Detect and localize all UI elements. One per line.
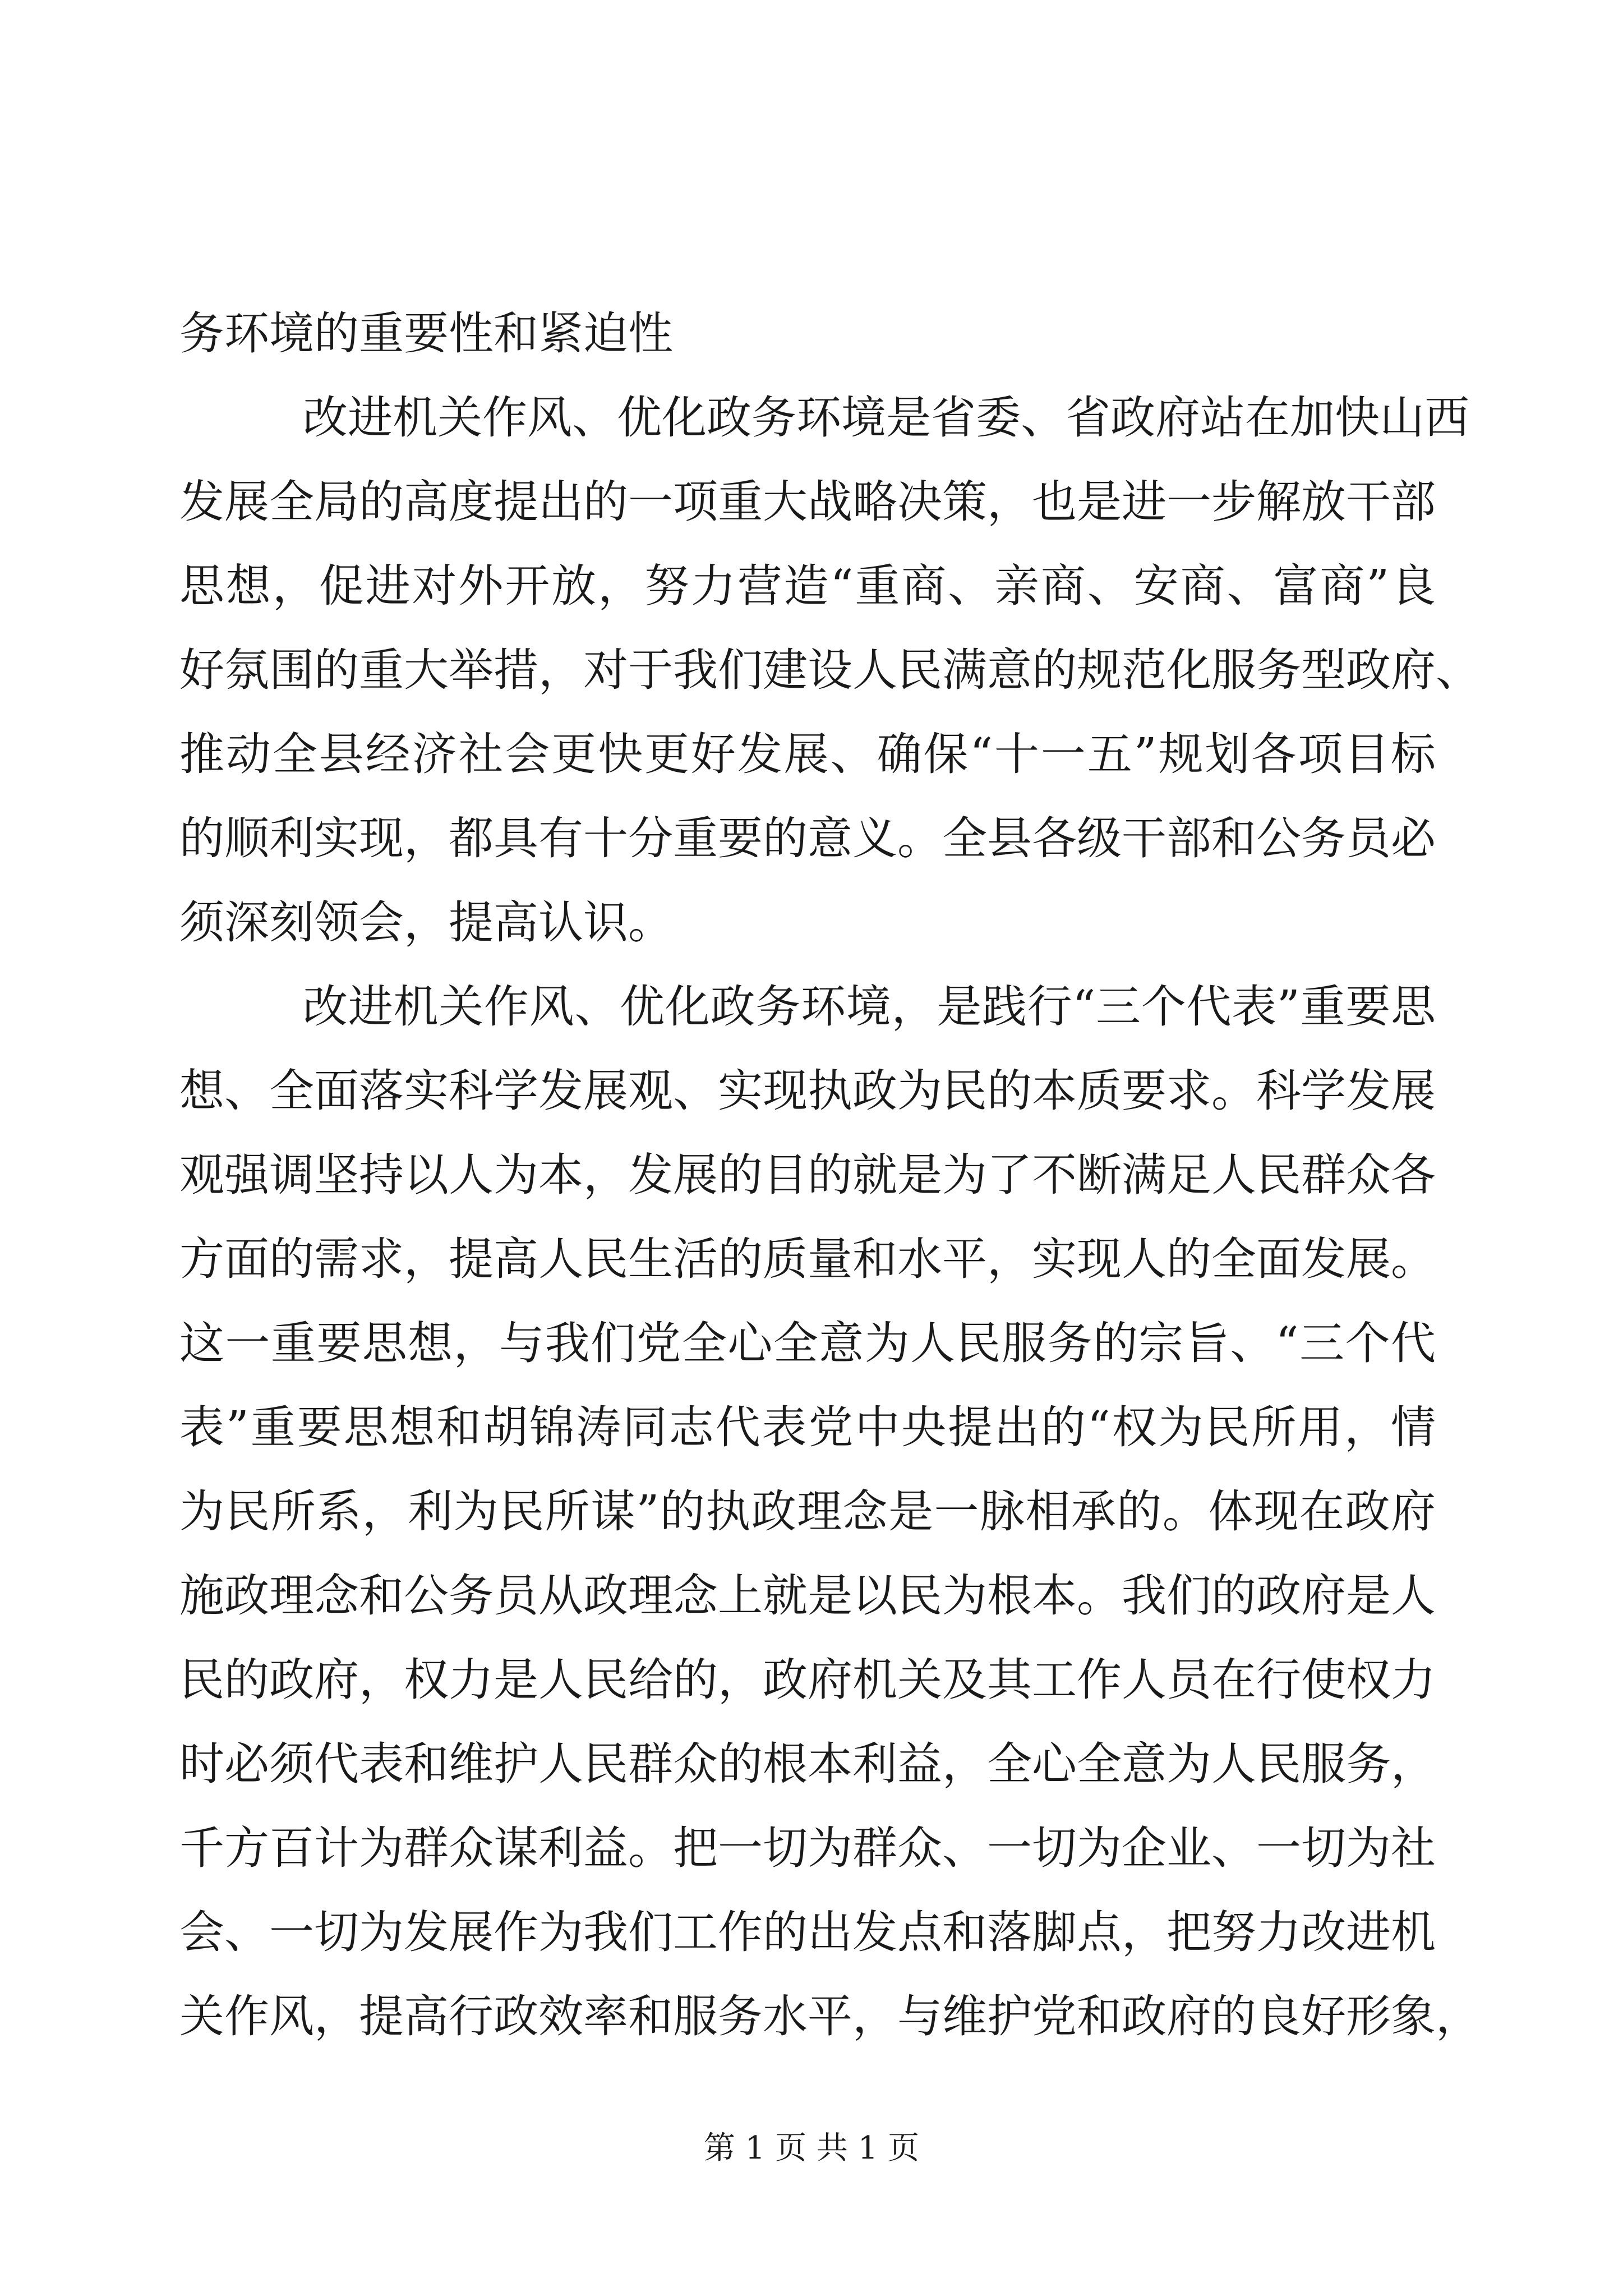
text-line-6: 推动全县经济社会更快更好发展、确保“十一五”规划各项目标 xyxy=(179,728,1436,780)
text-line-21: 关作风，提高行政效率和服务水平，与维护党和政府的良好形象， xyxy=(179,1990,1481,2042)
text-line-9: 改进机关作风、优化政务环境，是践行“三个代表”重要思 xyxy=(303,981,1436,1033)
text-line-4: 思想，促进对外开放，努力营造“重商、亲商、安商、富商”良 xyxy=(179,560,1436,612)
text-line-15: 为民所系，利为民所谋”的执政理念是一脉相承的。体现在政府 xyxy=(179,1485,1436,1538)
text-line-7: 的顺利实现，都具有十分重要的意义。全县各级干部和公务员必 xyxy=(179,812,1436,864)
page-number-footer: 第 1 页 共 1 页 xyxy=(703,2130,920,2166)
text-line-3: 发展全局的高度提出的一项重大战略决策，也是进一步解放干部 xyxy=(179,476,1436,528)
text-line-17: 民的政府，权力是人民给的，政府机关及其工作人员在行使权力 xyxy=(179,1654,1436,1706)
text-line-5: 好氛围的重大举措，对于我们建设人民满意的规范化服务型政府、 xyxy=(179,644,1481,696)
text-line-10: 想、全面落实科学发展观、实现执政为民的本质要求。科学发展 xyxy=(179,1065,1436,1117)
text-line-19: 千方百计为群众谋利益。把一切为群众、一切为企业、一切为社 xyxy=(179,1822,1436,1874)
text-line-12: 方面的需求，提高人民生活的质量和水平，实现人的全面发展。 xyxy=(179,1233,1436,1285)
text-line-13: 这一重要思想，与我们党全心全意为人民服务的宗旨、“三个代 xyxy=(179,1317,1436,1369)
text-line-14: 表”重要思想和胡锦涛同志代表党中央提出的“权为民所用，情 xyxy=(179,1401,1436,1453)
text-line-2: 改进机关作风、优化政务环境是省委、省政府站在加快山西 xyxy=(303,392,1469,444)
text-line-1: 务环境的重要性和紧迫性 xyxy=(179,307,673,360)
text-line-16: 施政理念和公务员从政理念上就是以民为根本。我们的政府是人 xyxy=(179,1570,1436,1622)
text-line-11: 观强调坚持以人为本，发展的目的就是为了不断满足人民群众各 xyxy=(179,1149,1436,1201)
text-line-18: 时必须代表和维护人民群众的根本利益，全心全意为人民服务， xyxy=(179,1738,1436,1790)
text-line-20: 会、一切为发展作为我们工作的出发点和落脚点，把努力改进机 xyxy=(179,1906,1436,1958)
text-line-8: 须深刻领会，提高认识。 xyxy=(179,896,673,949)
